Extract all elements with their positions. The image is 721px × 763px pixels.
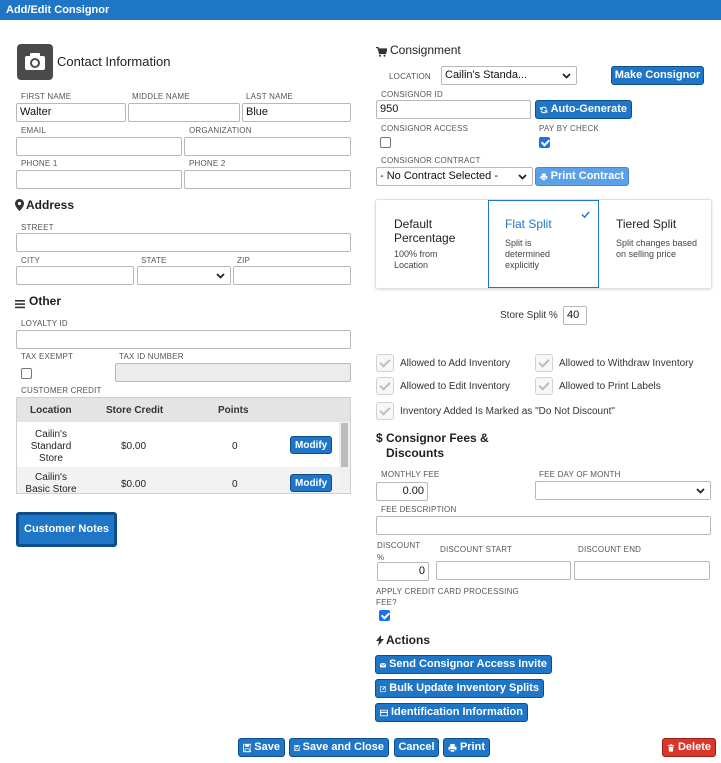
dollar-icon: $: [376, 431, 383, 445]
id-card-icon: [380, 708, 388, 718]
identification-button[interactable]: [375, 703, 528, 722]
location-select[interactable]: [441, 66, 577, 85]
save-label: Save: [254, 741, 280, 753]
consignor-access-label: CONSIGNOR ACCESS: [381, 124, 469, 133]
print-label: Print: [459, 741, 485, 753]
email-field[interactable]: [16, 137, 182, 156]
perm-print-labels-checkbox[interactable]: [535, 377, 553, 395]
cc-fee-label: APPLY CREDIT CARD PROCESSING FEE?: [376, 587, 519, 607]
check-icon: [581, 210, 590, 219]
delete-label: Delete: [677, 741, 711, 753]
bolt-icon: [376, 633, 384, 644]
tax-exempt-label: TAX EXEMPT: [21, 352, 74, 361]
edit-icon: [380, 684, 386, 694]
perm-withdraw-inventory-label: Allowed to Withdraw Inventory: [559, 358, 694, 369]
dialog-title: Add/Edit Consignor: [0, 0, 721, 20]
customer-credit-label: CUSTOMER CREDIT: [21, 386, 102, 395]
split-option-default[interactable]: [376, 200, 488, 288]
table-row: [17, 467, 339, 494]
cart-icon: [376, 44, 387, 54]
split-option-title: Default Percentage: [394, 217, 456, 245]
middle-name-field[interactable]: [128, 103, 240, 122]
fee-day-label: FEE DAY OF MONTH: [539, 470, 621, 479]
consignment-heading: Consignment: [390, 43, 461, 57]
zip-label: ZIP: [237, 256, 251, 265]
customer-notes-button[interactable]: Customer Notes: [16, 512, 117, 547]
consignor-access-checkbox[interactable]: [380, 137, 391, 148]
print-icon: [448, 743, 457, 753]
bulk-update-button[interactable]: [375, 679, 544, 698]
store-split-label: Store Split %: [500, 310, 558, 321]
street-field[interactable]: [16, 233, 351, 252]
discount-end-label: DISCOUNT END: [578, 545, 642, 554]
contact-info-heading: Contact Information: [57, 54, 171, 69]
floppy-disk-icon: [294, 743, 300, 753]
consignor-id-label: CONSIGNOR ID: [381, 90, 443, 99]
location-label: LOCATION: [389, 72, 431, 81]
table-scrollbar[interactable]: [339, 422, 350, 494]
contract-select[interactable]: [376, 167, 533, 186]
save-and-close-label: Save and Close: [302, 741, 384, 753]
phone1-field[interactable]: [16, 170, 182, 189]
camera-icon[interactable]: [17, 44, 53, 80]
street-label: STREET: [21, 223, 54, 232]
col-header-points: Points: [218, 405, 249, 416]
organization-field[interactable]: [184, 137, 351, 156]
row-points: 0: [232, 479, 238, 490]
print-contract-label: Print Contract: [550, 170, 624, 182]
refresh-icon: [540, 105, 548, 115]
location-value: Cailin's Standa...: [445, 69, 528, 81]
first-name-field[interactable]: Walter: [16, 103, 126, 122]
row-store-credit: $0.00: [121, 479, 147, 490]
discount-end-field[interactable]: [574, 561, 710, 580]
cc-fee-checkbox[interactable]: [379, 610, 390, 621]
last-name-field[interactable]: Blue: [242, 103, 351, 122]
delete-button[interactable]: [662, 738, 716, 757]
print-icon: [540, 172, 548, 182]
perm-do-not-discount-label: Inventory Added Is Marked as "Do Not Discount": [400, 406, 615, 417]
auto-generate-label: Auto-Generate: [550, 103, 627, 115]
contract-value: - No Contract Selected -: [380, 170, 498, 182]
discount-start-label: DISCOUNT START: [440, 545, 513, 554]
credit-table-header: [17, 398, 350, 422]
fee-description-label: FEE DESCRIPTION: [381, 505, 457, 514]
state-label: STATE: [141, 256, 167, 265]
tax-id-field: [115, 363, 351, 382]
floppy-disk-icon: [243, 743, 251, 753]
loyalty-id-label: LOYALTY ID: [21, 319, 68, 328]
chevron-down-icon: [215, 270, 226, 281]
chevron-down-icon: [517, 171, 528, 182]
last-name-label: LAST NAME: [246, 92, 293, 101]
discount-label: DISCOUNT %: [377, 541, 421, 562]
split-option-desc: Split changes based on selling price: [616, 238, 698, 259]
consignor-contract-label: CONSIGNOR CONTRACT: [381, 156, 481, 165]
split-option-tiered[interactable]: [600, 200, 711, 288]
tax-id-label: TAX ID NUMBER: [119, 352, 184, 361]
pay-by-check-checkbox[interactable]: [539, 137, 550, 148]
row-points: 0: [232, 441, 238, 452]
store-split-field[interactable]: 40: [563, 306, 587, 325]
map-marker-icon: [15, 198, 24, 210]
chevron-down-icon: [695, 485, 706, 496]
col-header-location: Location: [30, 405, 72, 416]
print-contract-button[interactable]: [535, 167, 629, 186]
perm-print-labels-label: Allowed to Print Labels: [559, 381, 661, 392]
middle-name-label: MIDDLE NAME: [132, 92, 190, 101]
phone2-field[interactable]: [184, 170, 351, 189]
fees-heading: Consignor Fees & Discounts: [386, 431, 489, 460]
perm-edit-inventory-label: Allowed to Edit Inventory: [400, 381, 511, 392]
split-option-desc: Split is determined explicitly: [505, 238, 551, 270]
save-and-close-button[interactable]: [289, 738, 389, 757]
phone2-label: PHONE 2: [189, 159, 226, 168]
zip-field[interactable]: [233, 266, 351, 285]
perm-do-not-discount-checkbox[interactable]: [376, 402, 394, 420]
other-heading: Other: [29, 294, 62, 308]
email-label: EMAIL: [21, 126, 47, 135]
split-option-desc: 100% from Location: [394, 249, 438, 270]
save-button[interactable]: [238, 738, 285, 757]
tax-exempt-checkbox[interactable]: [21, 368, 32, 379]
auto-generate-button[interactable]: [535, 100, 632, 119]
phone1-label: PHONE 1: [21, 159, 58, 168]
row-location: Cailin's Basic Store: [25, 472, 77, 494]
trash-icon: [667, 743, 675, 753]
perm-edit-inventory-checkbox[interactable]: [376, 377, 394, 395]
envelope-icon: [380, 660, 386, 670]
monthly-fee-field[interactable]: 0.00: [376, 482, 428, 501]
actions-heading: Actions: [386, 633, 431, 647]
fee-day-select[interactable]: [535, 481, 711, 500]
chevron-down-icon: [561, 70, 572, 81]
cancel-button[interactable]: Cancel: [394, 738, 439, 757]
col-header-store-credit: Store Credit: [106, 405, 164, 416]
list-icon: [15, 296, 25, 306]
row-location: Cailin's Standard Store: [30, 429, 72, 464]
modify-credit-button[interactable]: Modify: [290, 474, 332, 492]
table-row: [17, 422, 339, 467]
consignor-id-field[interactable]: 950: [376, 100, 531, 119]
discount-field[interactable]: 0: [377, 562, 429, 581]
scrollbar-thumb[interactable]: [341, 423, 348, 467]
bulk-update-label: Bulk Update Inventory Splits: [389, 682, 539, 694]
split-option-title: Tiered Split: [616, 217, 677, 231]
perm-add-inventory-label: Allowed to Add Inventory: [400, 358, 511, 369]
city-label: CITY: [21, 256, 41, 265]
print-button[interactable]: [443, 738, 490, 757]
pay-by-check-label: PAY BY CHECK: [539, 124, 600, 133]
split-option-flat[interactable]: [488, 200, 599, 288]
modify-credit-button[interactable]: Modify: [290, 436, 332, 454]
loyalty-id-field[interactable]: [16, 330, 351, 349]
customer-credit-table: [16, 397, 351, 494]
first-name-label: FIRST NAME: [21, 92, 72, 101]
send-invite-button[interactable]: [375, 655, 552, 674]
address-heading: Address: [26, 198, 75, 212]
fee-description-field[interactable]: [376, 516, 711, 535]
perm-add-inventory-checkbox[interactable]: [376, 354, 394, 372]
identification-label: Identification Information: [391, 706, 523, 718]
organization-label: ORGANIZATION: [189, 126, 252, 135]
make-consignor-button[interactable]: Make Consignor: [611, 66, 704, 85]
row-store-credit: $0.00: [121, 441, 147, 452]
discount-start-field[interactable]: [436, 561, 571, 580]
state-select[interactable]: [137, 266, 231, 285]
send-invite-label: Send Consignor Access Invite: [389, 658, 547, 670]
split-option-title: Flat Split: [505, 217, 552, 231]
city-field[interactable]: [16, 266, 134, 285]
monthly-fee-label: MONTHLY FEE: [381, 470, 440, 479]
perm-withdraw-inventory-checkbox[interactable]: [535, 354, 553, 372]
